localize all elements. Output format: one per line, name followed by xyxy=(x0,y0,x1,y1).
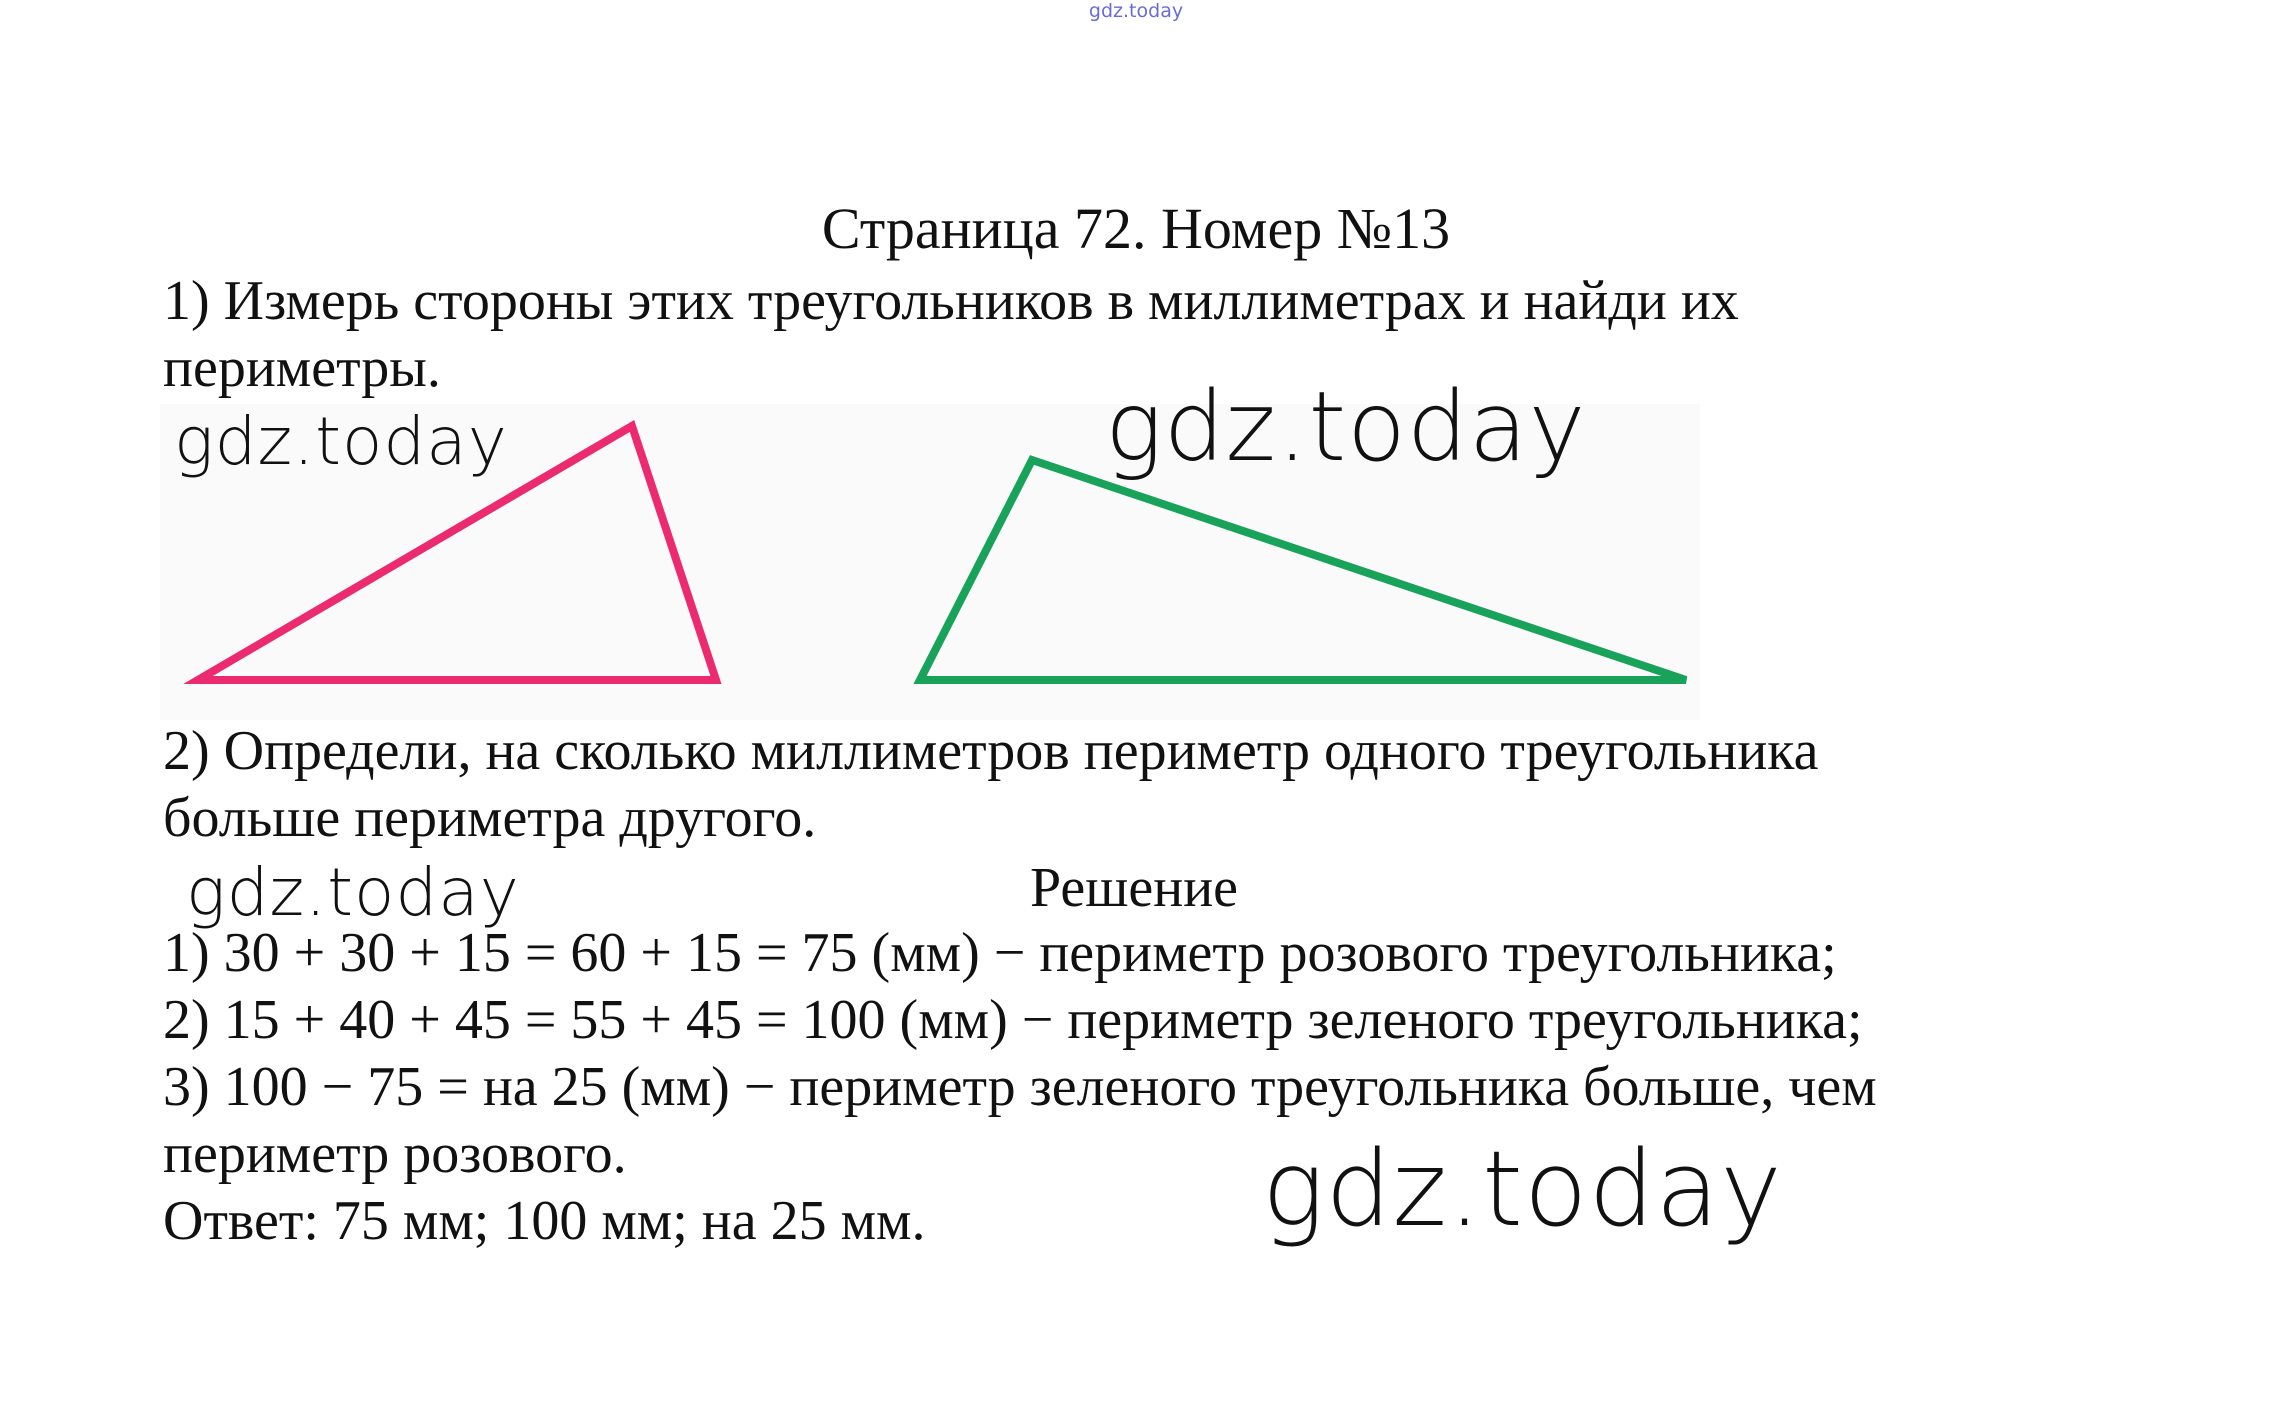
watermark-1: gdz.today xyxy=(174,403,508,480)
solution-line-2: 2) 15 + 40 + 45 = 55 + 45 = 100 (мм) − периметр зеленого треугольника; xyxy=(163,989,1863,1051)
solution-heading: Решение xyxy=(1030,857,1239,919)
task-2-line-2: больше периметра другого. xyxy=(163,787,817,849)
green-triangle xyxy=(920,460,1686,680)
top-watermark: gdz.today xyxy=(1088,0,1184,22)
task-2-line-1: 2) Определи, на сколько миллиметров периметр одного треугольника xyxy=(163,720,1819,782)
watermark-2: gdz.today xyxy=(1105,371,1587,483)
solution-line-1: 1) 30 + 30 + 15 = 60 + 15 = 75 (мм) − периметр розового треугольника; xyxy=(163,922,1837,984)
task-2-text xyxy=(163,718,1819,852)
page-title: Страница 72. Номер №13 xyxy=(821,196,1451,261)
task-1-line-1: 1) Измерь стороны этих треугольников в миллиметрах и найди их xyxy=(163,270,1739,332)
solution-line-4: периметр розового. xyxy=(163,1123,627,1185)
watermark-3: gdz.today xyxy=(186,854,520,931)
answer-line: Ответ: 75 мм; 100 мм; на 25 мм. xyxy=(163,1190,926,1252)
watermark-4: gdz.today xyxy=(1262,1128,1783,1250)
solution-line-3: 3) 100 − 75 = на 25 (мм) − периметр зеленого треугольника больше, чем xyxy=(163,1056,1877,1118)
task-1-line-2: периметры. xyxy=(163,337,441,399)
